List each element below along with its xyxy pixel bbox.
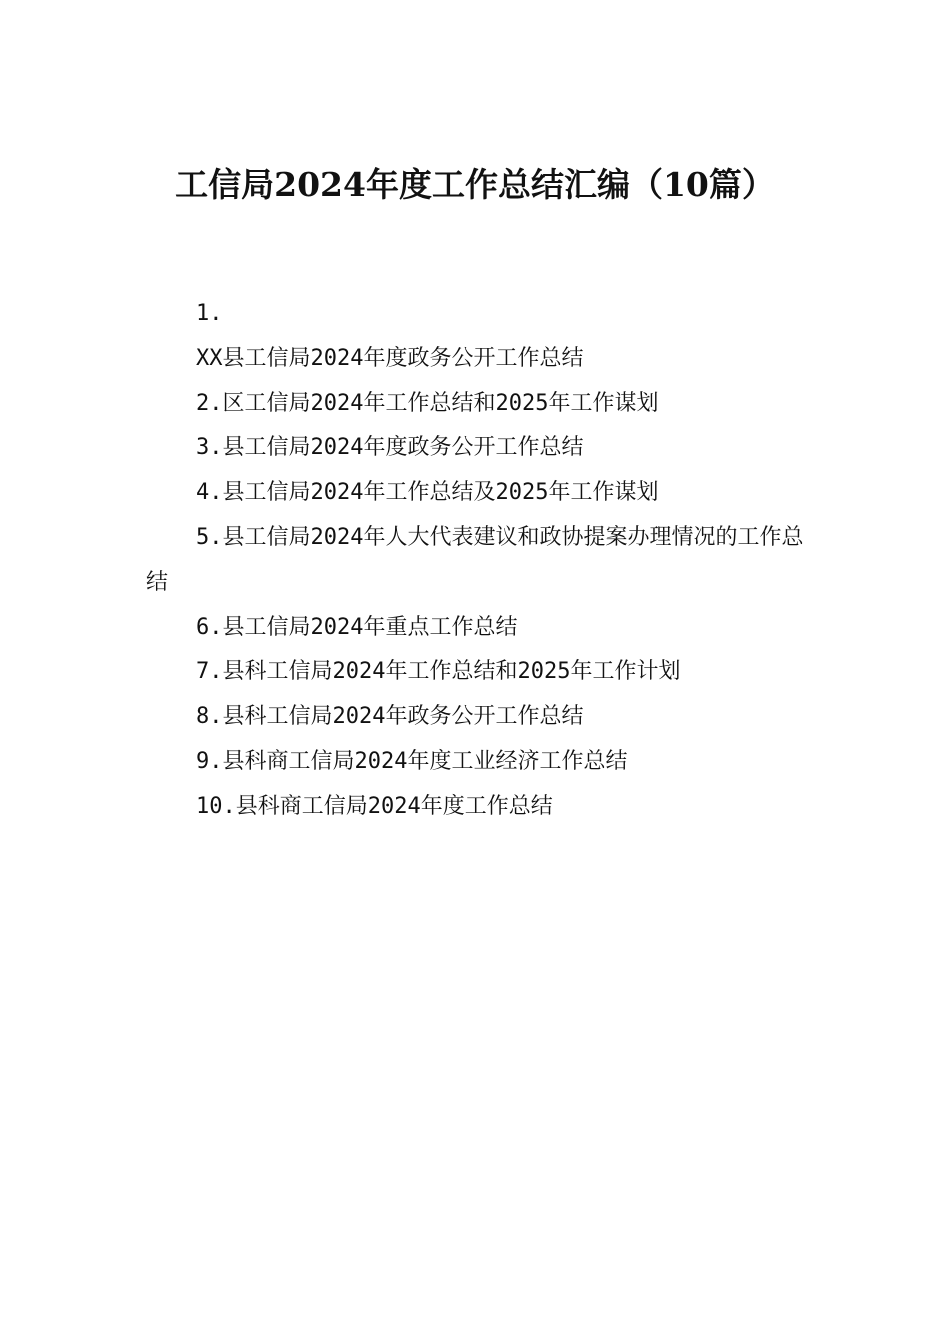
table-of-contents xyxy=(146,292,816,830)
toc-item-4: 4.县工信局2024年工作总结及2025年工作谋划 xyxy=(196,480,659,506)
toc-item-6: 6.县工信局2024年重点工作总结 xyxy=(196,614,518,640)
toc-item-1: XX县工信局2024年度政务公开工作总结 xyxy=(196,345,584,371)
document-title: 工信局2024年度工作总结汇编（10篇） xyxy=(175,165,775,204)
toc-item-10: 10.县科商工信局2024年度工作总结 xyxy=(196,793,553,819)
toc-item-2: 2.区工信局2024年工作总结和2025年工作谋划 xyxy=(196,390,659,416)
toc-item-7: 7.县科工信局2024年工作总结和2025年工作计划 xyxy=(196,659,681,685)
toc-item-8: 8.县科工信局2024年政务公开工作总结 xyxy=(196,704,584,730)
toc-item-3: 3.县工信局2024年度政务公开工作总结 xyxy=(196,435,584,461)
toc-item-1-number: 1. xyxy=(196,301,223,326)
toc-item-5: 5.县工信局2024年人大代表建议和政协提案办理情况的工作总结 xyxy=(146,524,804,595)
toc-item-9: 9.县科商工信局2024年度工业经济工作总结 xyxy=(196,748,628,774)
